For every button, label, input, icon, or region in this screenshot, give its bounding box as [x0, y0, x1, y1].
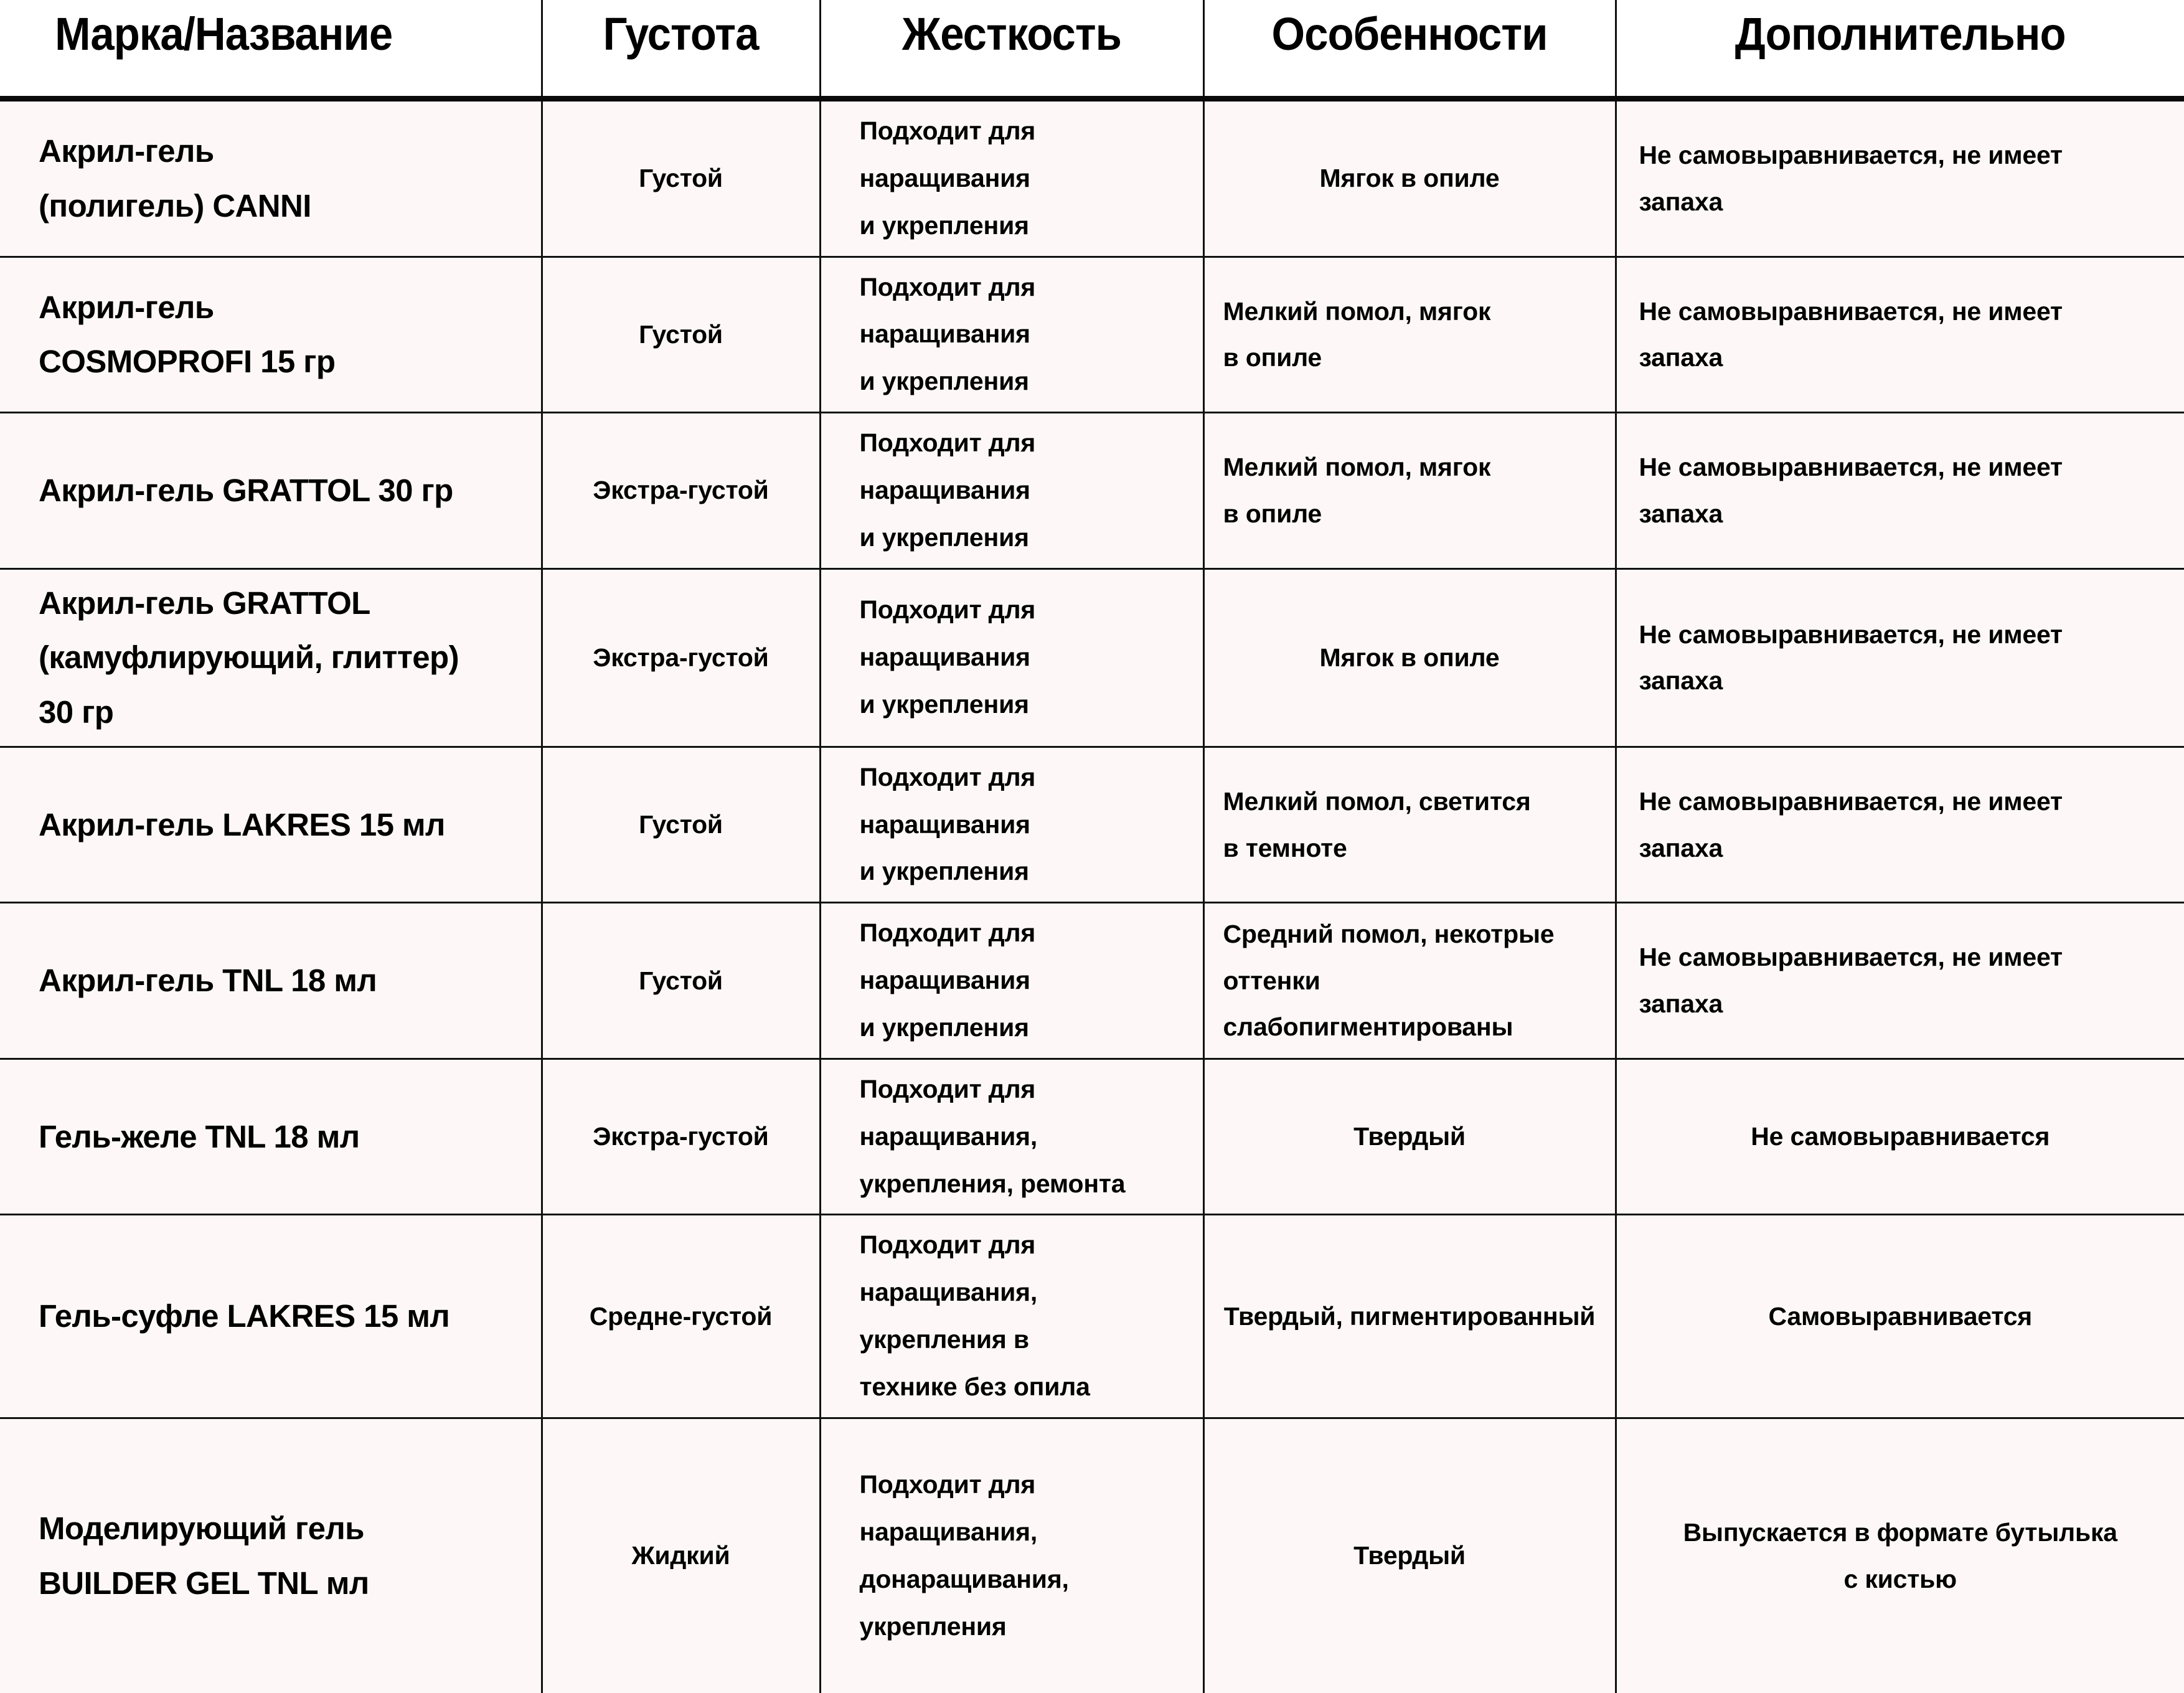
cell-text-line: в опиле — [1223, 343, 1322, 372]
cell-brand — [0, 1059, 542, 1215]
cell-text-line: Твердый, пигментированный — [1223, 1301, 1596, 1331]
cell-text-line: Подходит для — [859, 116, 1036, 145]
cell-text-line: Не самовыравнивается, не имеет — [1639, 453, 2063, 482]
cell-text-line: и укрепления — [859, 367, 1029, 396]
cell-text-line: и укрепления — [859, 210, 1029, 240]
cell-brand — [0, 747, 542, 903]
cell-text-line: Твердый — [1353, 1541, 1466, 1570]
cell-text-line: Не самовыравнивается, не имеет — [1639, 943, 2063, 972]
cell-text-line: запаха — [1639, 187, 1723, 216]
cell-text-line: оттенки — [1223, 966, 1320, 995]
column-header-stiffness: Жесткость — [834, 0, 1190, 99]
cell-stiffness — [820, 413, 1203, 569]
cell-brand — [0, 99, 542, 257]
cell-stiffness — [820, 99, 1203, 257]
cell-text-line: и укрепления — [859, 1012, 1029, 1042]
cell-text-line: наращивания — [859, 319, 1030, 349]
cell-text-line: Мелкий помол, мягок — [1223, 453, 1491, 482]
cell-features — [1203, 99, 1616, 257]
table-row — [0, 568, 2184, 747]
cell-density: Средне-густой — [542, 1215, 820, 1418]
cell-text-line: Акрил-гель GRATTOL — [39, 585, 370, 621]
cell-text-line: наращивания, — [859, 1517, 1038, 1546]
cell-stiffness — [820, 257, 1203, 413]
cell-text-line: Не самовыравнивается, не имеет — [1639, 296, 2063, 326]
cell-extra — [1616, 1418, 2184, 1693]
cell-features — [1203, 1059, 1616, 1215]
cell-text-line: запаха — [1639, 343, 1723, 372]
cell-text-line: Подходит для — [859, 428, 1036, 458]
cell-brand — [0, 257, 542, 413]
cell-text-line: Подходит для — [859, 1470, 1036, 1499]
cell-density: Густой — [542, 99, 820, 257]
cell-text-line: в темноте — [1223, 833, 1347, 862]
table-row — [0, 1215, 2184, 1418]
cell-stiffness — [820, 903, 1203, 1059]
cell-brand — [0, 1418, 542, 1693]
cell-extra — [1616, 413, 2184, 569]
cell-text-line: Подходит для — [859, 918, 1036, 948]
cell-text-line: наращивания, — [859, 1121, 1038, 1151]
cell-text-line: в опиле — [1223, 499, 1322, 528]
cell-brand — [0, 903, 542, 1059]
cell-text-line: Подходит для — [859, 272, 1036, 301]
cell-text-line: Акрил-гель LAKRES 15 мл — [39, 806, 445, 842]
cell-text-line: слабопигментированы — [1223, 1012, 1513, 1042]
cell-text-line: Гель-желе TNL 18 мл — [39, 1118, 360, 1154]
cell-features — [1203, 1215, 1616, 1418]
table-row — [0, 257, 2184, 413]
cell-stiffness — [820, 1059, 1203, 1215]
cell-density: Экстра-густой — [542, 568, 820, 747]
cell-text-line: Мелкий помол, светится — [1223, 786, 1531, 816]
column-header-brand: Марка/Название — [19, 0, 522, 99]
cell-extra — [1616, 99, 2184, 257]
cell-text-line: наращивания — [859, 809, 1030, 839]
cell-brand — [0, 413, 542, 569]
cell-text-line: Мелкий помол, мягок — [1223, 296, 1491, 326]
cell-text-line: COSMOPROFI 15 гр — [39, 344, 336, 380]
cell-density: Густой — [542, 747, 820, 903]
cell-text-line: укрепления, ремонта — [859, 1169, 1126, 1198]
cell-stiffness — [820, 1215, 1203, 1418]
cell-text-line: запаха — [1639, 989, 1723, 1019]
cell-text-line: донаращивания, — [859, 1564, 1069, 1593]
cell-text-line: Не самовыравнивается — [1751, 1122, 2050, 1151]
table-body — [0, 99, 2184, 1693]
cell-text-line: Не самовыравнивается, не имеет — [1639, 620, 2063, 649]
cell-text-line: наращивания — [859, 643, 1030, 672]
cell-text-line: Моделирующий гель — [39, 1511, 364, 1546]
cell-text-line: и укрепления — [859, 690, 1029, 719]
cell-features — [1203, 903, 1616, 1059]
cell-extra — [1616, 1215, 2184, 1418]
cell-text-line: укрепления в — [859, 1325, 1029, 1354]
cell-density: Жидкий — [542, 1418, 820, 1693]
cell-features — [1203, 568, 1616, 747]
cell-text-line: Подходит для — [859, 1074, 1036, 1103]
column-header-features: Особенности — [1218, 0, 1601, 99]
cell-extra — [1616, 747, 2184, 903]
cell-stiffness — [820, 1418, 1203, 1693]
cell-brand — [0, 568, 542, 747]
table-row — [0, 1059, 2184, 1215]
cell-text-line: и укрепления — [859, 857, 1029, 886]
cell-text-line: Акрил-гель GRATTOL 30 гр — [39, 472, 453, 508]
cell-text-line: Не самовыравнивается, не имеет — [1639, 141, 2063, 170]
cell-density: Густой — [542, 257, 820, 413]
cell-text-line: Гель-суфле LAKRES 15 мл — [39, 1298, 450, 1334]
column-header-density: Густота — [552, 0, 811, 99]
cell-extra — [1616, 257, 2184, 413]
cell-text-line: запаха — [1639, 666, 1723, 696]
cell-text-line: (камуфлирующий, глиттер) — [39, 639, 459, 676]
cell-text-line: Мягок в опиле — [1319, 643, 1500, 672]
cell-text-line: наращивания — [859, 966, 1030, 995]
cell-text-line: и укрепления — [859, 522, 1029, 552]
header-row — [0, 0, 2184, 99]
cell-text-line: Акрил-гель — [39, 133, 214, 169]
table-row — [0, 1418, 2184, 1693]
cell-text-line: Акрил-гель TNL 18 мл — [39, 963, 377, 999]
cell-text-line: запаха — [1639, 833, 1723, 862]
cell-text-line: Выпускается в формате бутылька — [1683, 1518, 2117, 1547]
column-header-extra: Дополнительно — [1636, 0, 2164, 99]
cell-text-line: 30 гр — [39, 694, 114, 730]
cell-text-line: Не самовыравнивается, не имеет — [1639, 786, 2063, 816]
cell-text-line: (полигель) CANNI — [39, 187, 311, 224]
cell-features — [1203, 747, 1616, 903]
table-row — [0, 747, 2184, 903]
table-row — [0, 903, 2184, 1059]
cell-text-line: наращивания, — [859, 1278, 1038, 1307]
cell-extra — [1616, 1059, 2184, 1215]
cell-extra — [1616, 903, 2184, 1059]
cell-density: Экстра-густой — [542, 413, 820, 569]
cell-text-line: наращивания — [859, 475, 1030, 504]
table-header — [0, 0, 2184, 99]
cell-text-line: Самовыравнивается — [1768, 1301, 2033, 1331]
cell-text-line: Мягок в опиле — [1319, 164, 1500, 193]
table-row — [0, 99, 2184, 257]
cell-text-line: Подходит для — [859, 595, 1036, 625]
cell-text-line: Твердый — [1353, 1122, 1466, 1151]
cell-brand — [0, 1215, 542, 1418]
cell-features — [1203, 413, 1616, 569]
cell-text-line: Подходит для — [859, 762, 1036, 791]
cell-stiffness — [820, 568, 1203, 747]
cell-text-line: Акрил-гель — [39, 289, 214, 325]
cell-text-line: Подходит для — [859, 1230, 1036, 1260]
table-row — [0, 413, 2184, 569]
cell-text-line: укрепления — [859, 1611, 1007, 1641]
cell-density: Густой — [542, 903, 820, 1059]
cell-text-line: запаха — [1639, 499, 1723, 528]
cell-extra — [1616, 568, 2184, 747]
cell-text-line: Средний помол, некотрые — [1223, 920, 1555, 949]
cell-text-line: технике без опила — [859, 1372, 1090, 1401]
cell-text-line: с кистью — [1843, 1564, 1957, 1593]
cell-density: Экстра-густой — [542, 1059, 820, 1215]
cell-stiffness — [820, 747, 1203, 903]
cell-features — [1203, 257, 1616, 413]
cell-features — [1203, 1418, 1616, 1693]
cell-text-line: BUILDER GEL TNL мл — [39, 1565, 369, 1601]
cell-text-line: наращивания — [859, 163, 1030, 192]
